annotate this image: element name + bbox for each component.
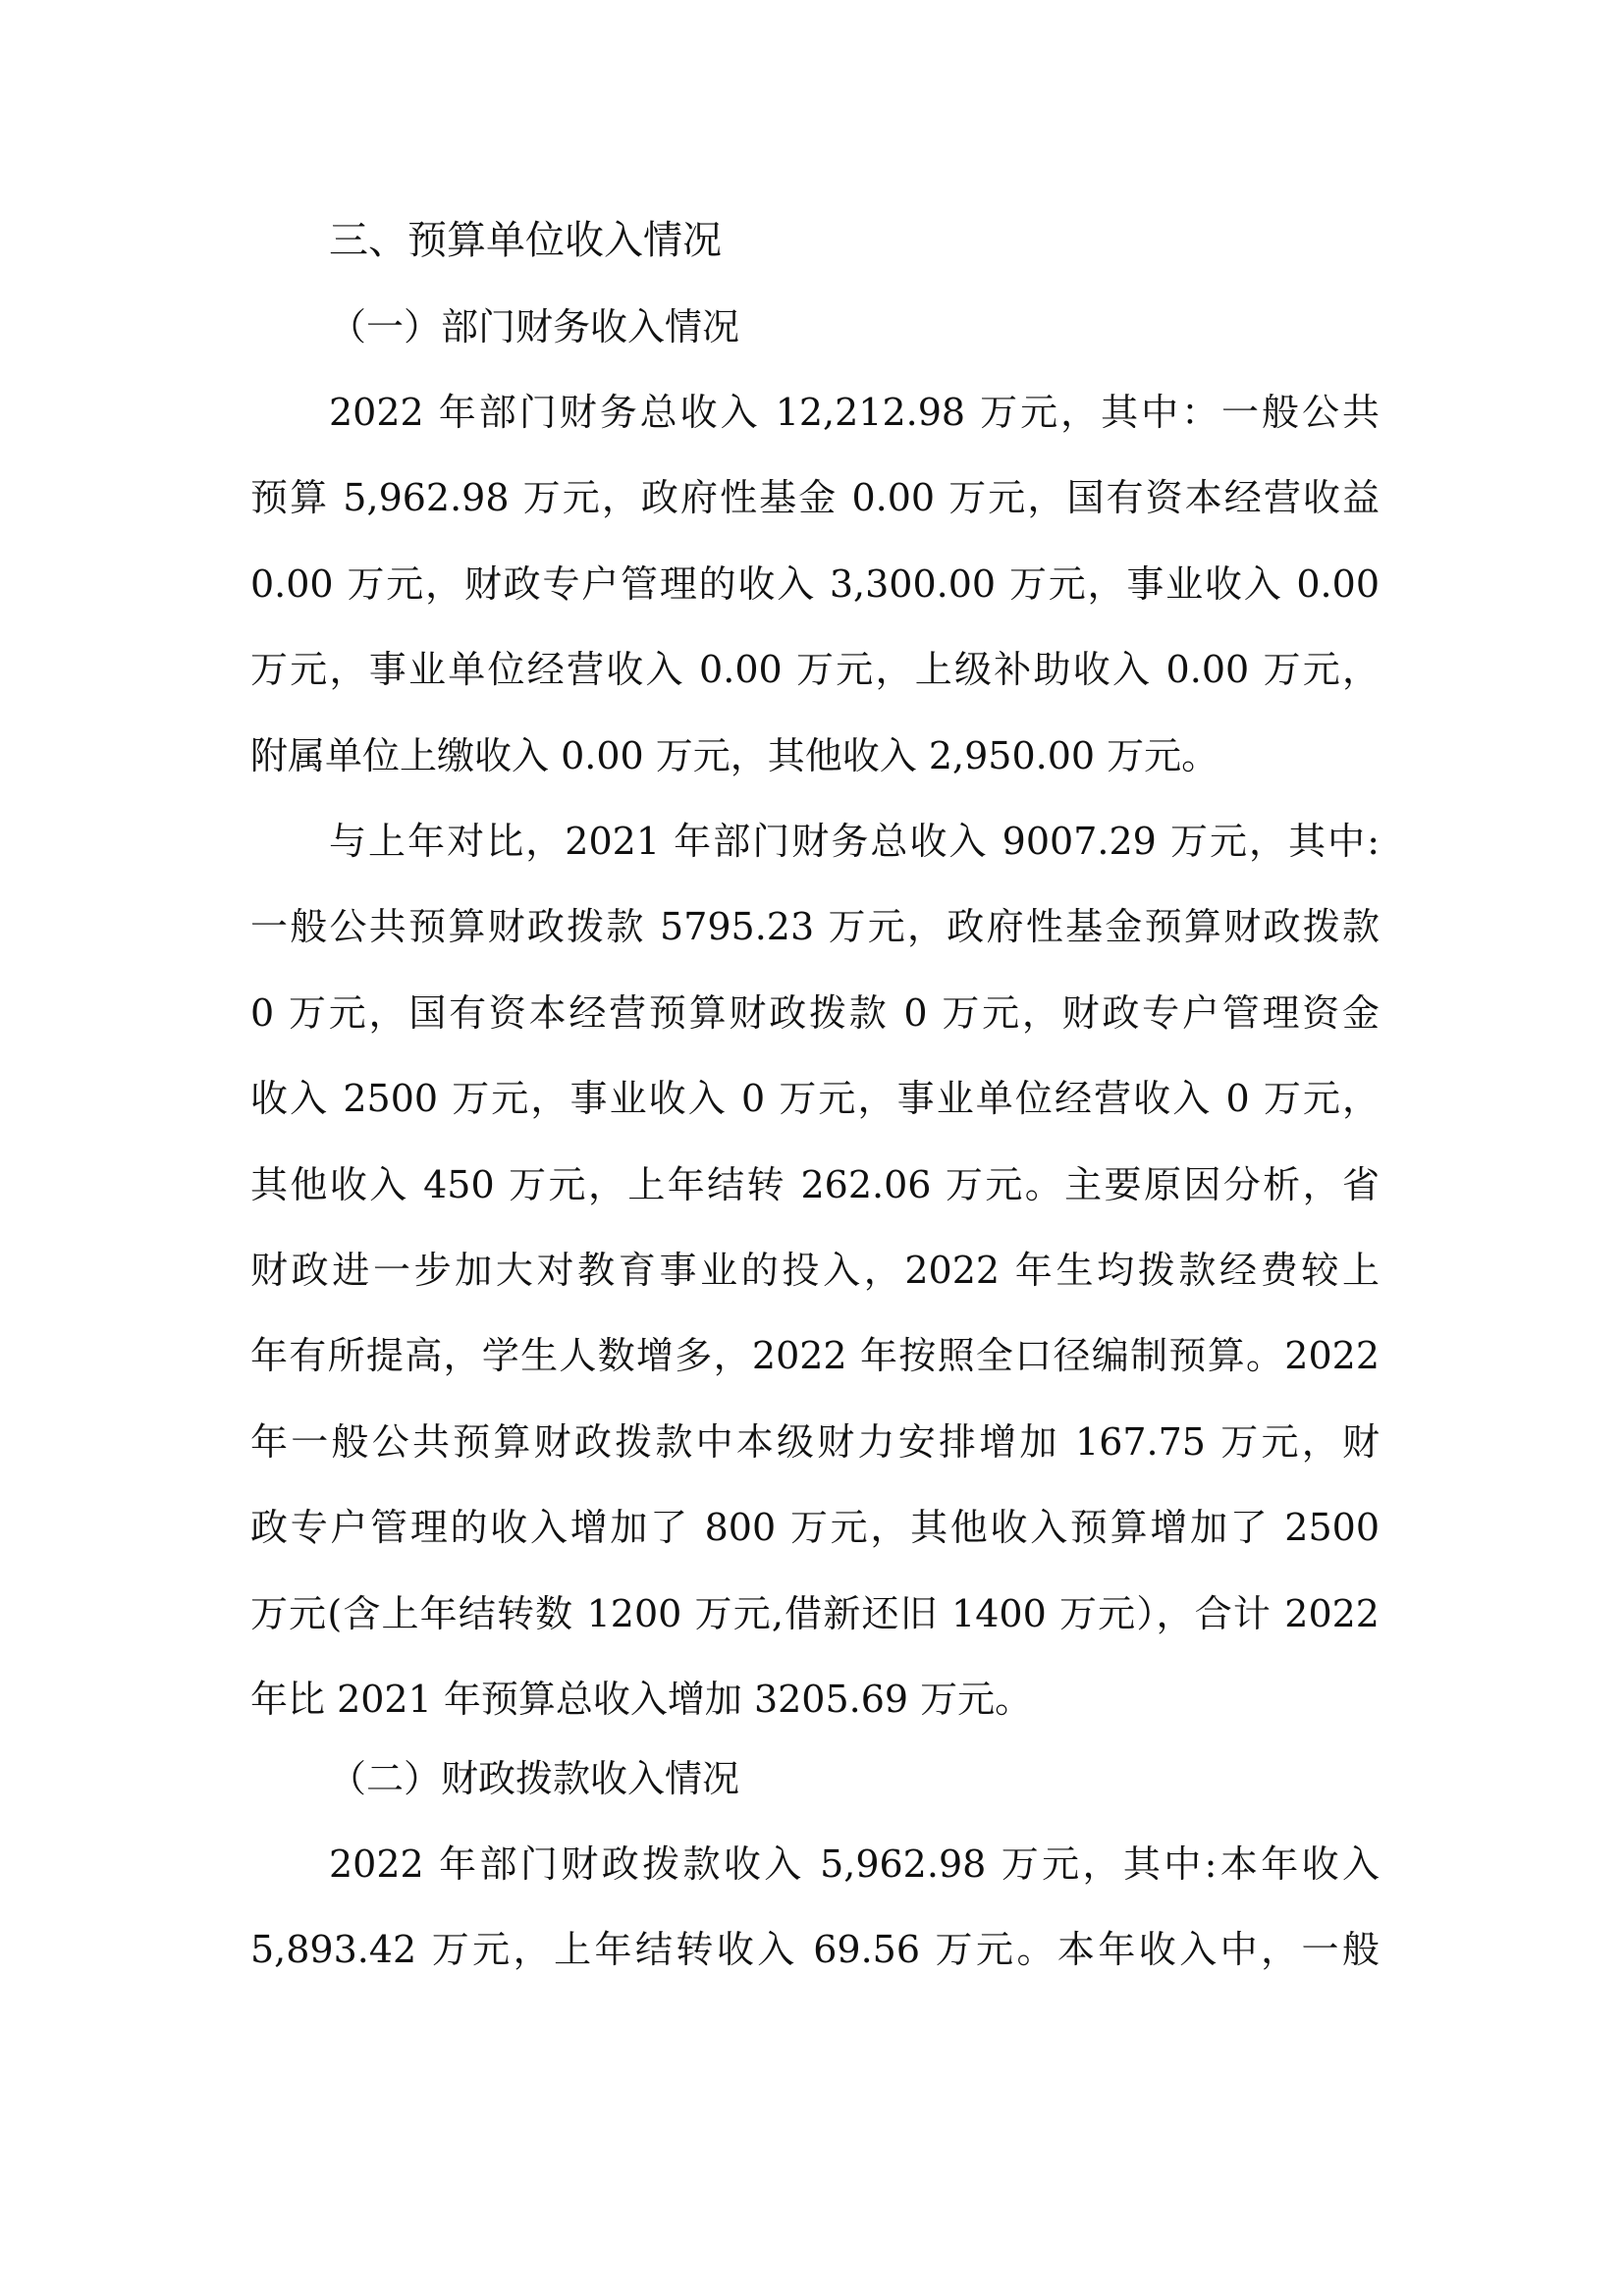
paragraph-line: 收入 2500 万元，事业收入 0 万元，事业单位经营收入 0 万元， [250,1077,1380,1121]
paragraph-line: 5,893.42 万元，上年结转收入 69.56 万元。本年收入中，一般 [250,1928,1380,1972]
paragraph-line: 2022 年部门财政拨款收入 5,962.98 万元，其中:本年收入 [329,1842,1380,1886]
paragraph-line: 年有所提高，学生人数增多，2022 年按照全口径编制预算。2022 [250,1334,1380,1378]
paragraph-line: 年一般公共预算财政拨款中本级财力安排增加 167.75 万元，财 [250,1419,1380,1464]
paragraph-line: 万元(含上年结转数 1200 万元,借新还旧 1400 万元），合计 2022 [250,1591,1380,1635]
paragraph-2 [250,812,1380,1755]
paragraph-line: 2022 年部门财务总收入 12,212.98 万元，其中：一般公共 [329,391,1380,434]
paragraph-line: 政专户管理的收入增加了 800 万元，其他收入预算增加了 2500 [250,1506,1380,1550]
paragraph-line: 财政进一步加大对教育事业的投入，2022 年生均拨款经费较上 [250,1248,1380,1292]
subsection-title-2: （二）财政拨款收入情况 [329,1757,740,1800]
paragraph-line: 一般公共预算财政拨款 5795.23 万元，政府性基金预算财政拨款 [250,905,1380,949]
paragraph-line: 0.00 万元，财政专户管理的收入 3,300.00 万元，事业收入 0.00 [250,561,1380,606]
paragraph-line: 其他收入 450 万元，上年结转 262.06 万元。主要原因分析，省 [250,1162,1380,1206]
section-heading: 三、预算单位收入情况 [329,218,722,263]
paragraph-line: 预算 5,962.98 万元，政府性基金 0.00 万元，国有资本经营收益 [250,476,1380,520]
paragraph-1 [250,383,1380,812]
paragraph-line: 与上年对比，2021 年部门财务总收入 9007.29 万元，其中: [329,820,1380,863]
subsection-title-1: （一）部门财务收入情况 [329,305,740,348]
paragraph-3 [250,1835,1380,2006]
paragraph-line: 年比 2021 年预算总收入增加 3205.69 万元。 [250,1677,1033,1721]
paragraph-line: 附属单位上缴收入 0.00 万元，其他收入 2,950.00 万元。 [250,733,1219,777]
paragraph-line: 0 万元，国有资本经营预算财政拨款 0 万元，财政专户管理资金 [250,990,1380,1035]
paragraph-line: 万元，事业单位经营收入 0.00 万元，上级补助收入 0.00 万元， [250,648,1380,692]
